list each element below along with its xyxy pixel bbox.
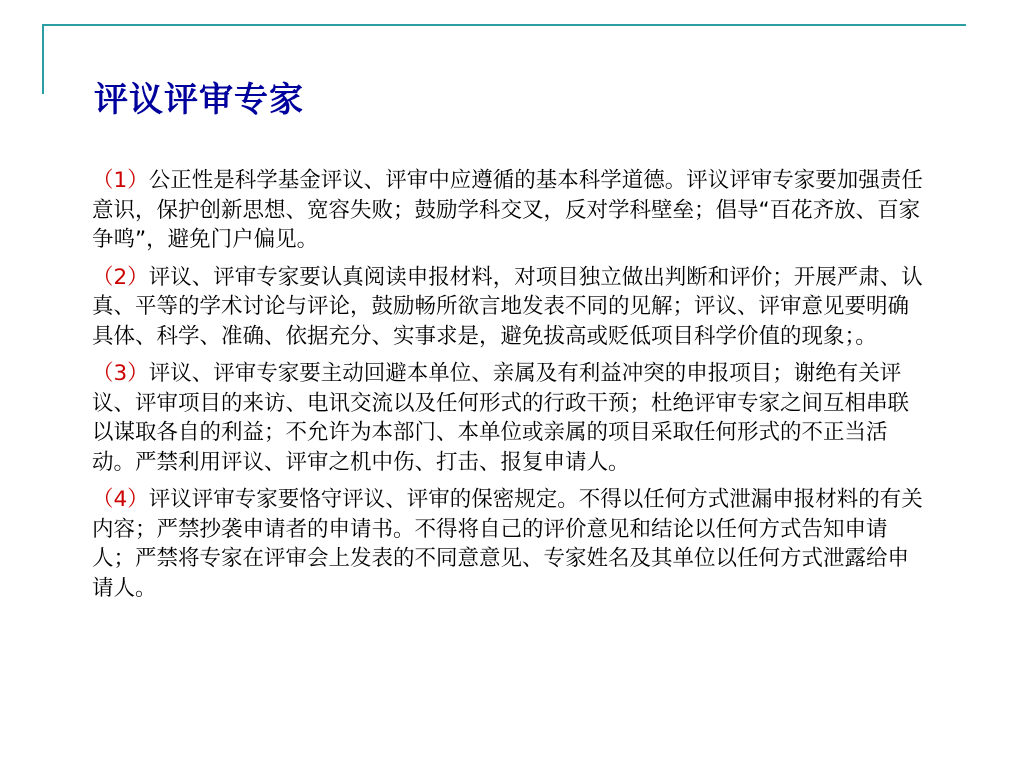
paragraph-text: 评议、评审专家要认真阅读申报材料，对项目独立做出判断和评价；开展严肃、认真、平等的学术讨论与评论，鼓励畅所欲言地发表不同的见解；评议、评审意见要明确具体、科学、准确、依据充分、实事求是，避免拔高或贬低项目科学价值的现象；。 — [92, 264, 923, 349]
paragraph-text: 评议、评审专家要主动回避本单位、亲属及有利益冲突的申报项目；谢绝有关评议、评审项目的来访、电讯交流以及任何形式的行政干预；杜绝评审专家之间互相串联以谋取各自的利益；不允许为本部门、本单位或亲属的项目采取任何形式的不正当活动。严禁利用评议、评审之机中伤、打击、报复申请人。 — [92, 361, 910, 475]
top-accent-rule — [42, 24, 966, 26]
paragraph-number: （4） — [92, 487, 149, 512]
paragraph-number: （2） — [92, 264, 149, 290]
paragraph-number: （3） — [92, 361, 149, 386]
paragraph-1 — [92, 166, 930, 255]
paragraph-3 — [92, 359, 930, 477]
slide-body — [92, 166, 930, 611]
paragraph-4 — [92, 485, 930, 603]
slide-title: 评议评审专家 — [94, 80, 304, 120]
paragraph-2 — [92, 263, 930, 352]
left-accent-rule — [42, 24, 44, 94]
paragraph-text: 公正性是科学基金评议、评审中应遵循的基本科学道德。评议评审专家要加强责任意识，保护创新思想、宽容失败；鼓励学科交叉，反对学科壁垒；倡导“百花齐放、百家争鸣”，避免门户偏见。 — [92, 168, 923, 252]
paragraph-text: 评议评审专家要恪守评议、评审的保密规定。不得以任何方式泄漏申报材料的有关内容；严禁抄袭申请者的申请书。不得将自己的评价意见和结论以任何方式告知申请人；严禁将专家在评审会上发表的不同意意见、专家姓名及其单位以任何方式泄露给申请人。 — [92, 487, 923, 601]
paragraph-number: （1） — [92, 168, 149, 193]
